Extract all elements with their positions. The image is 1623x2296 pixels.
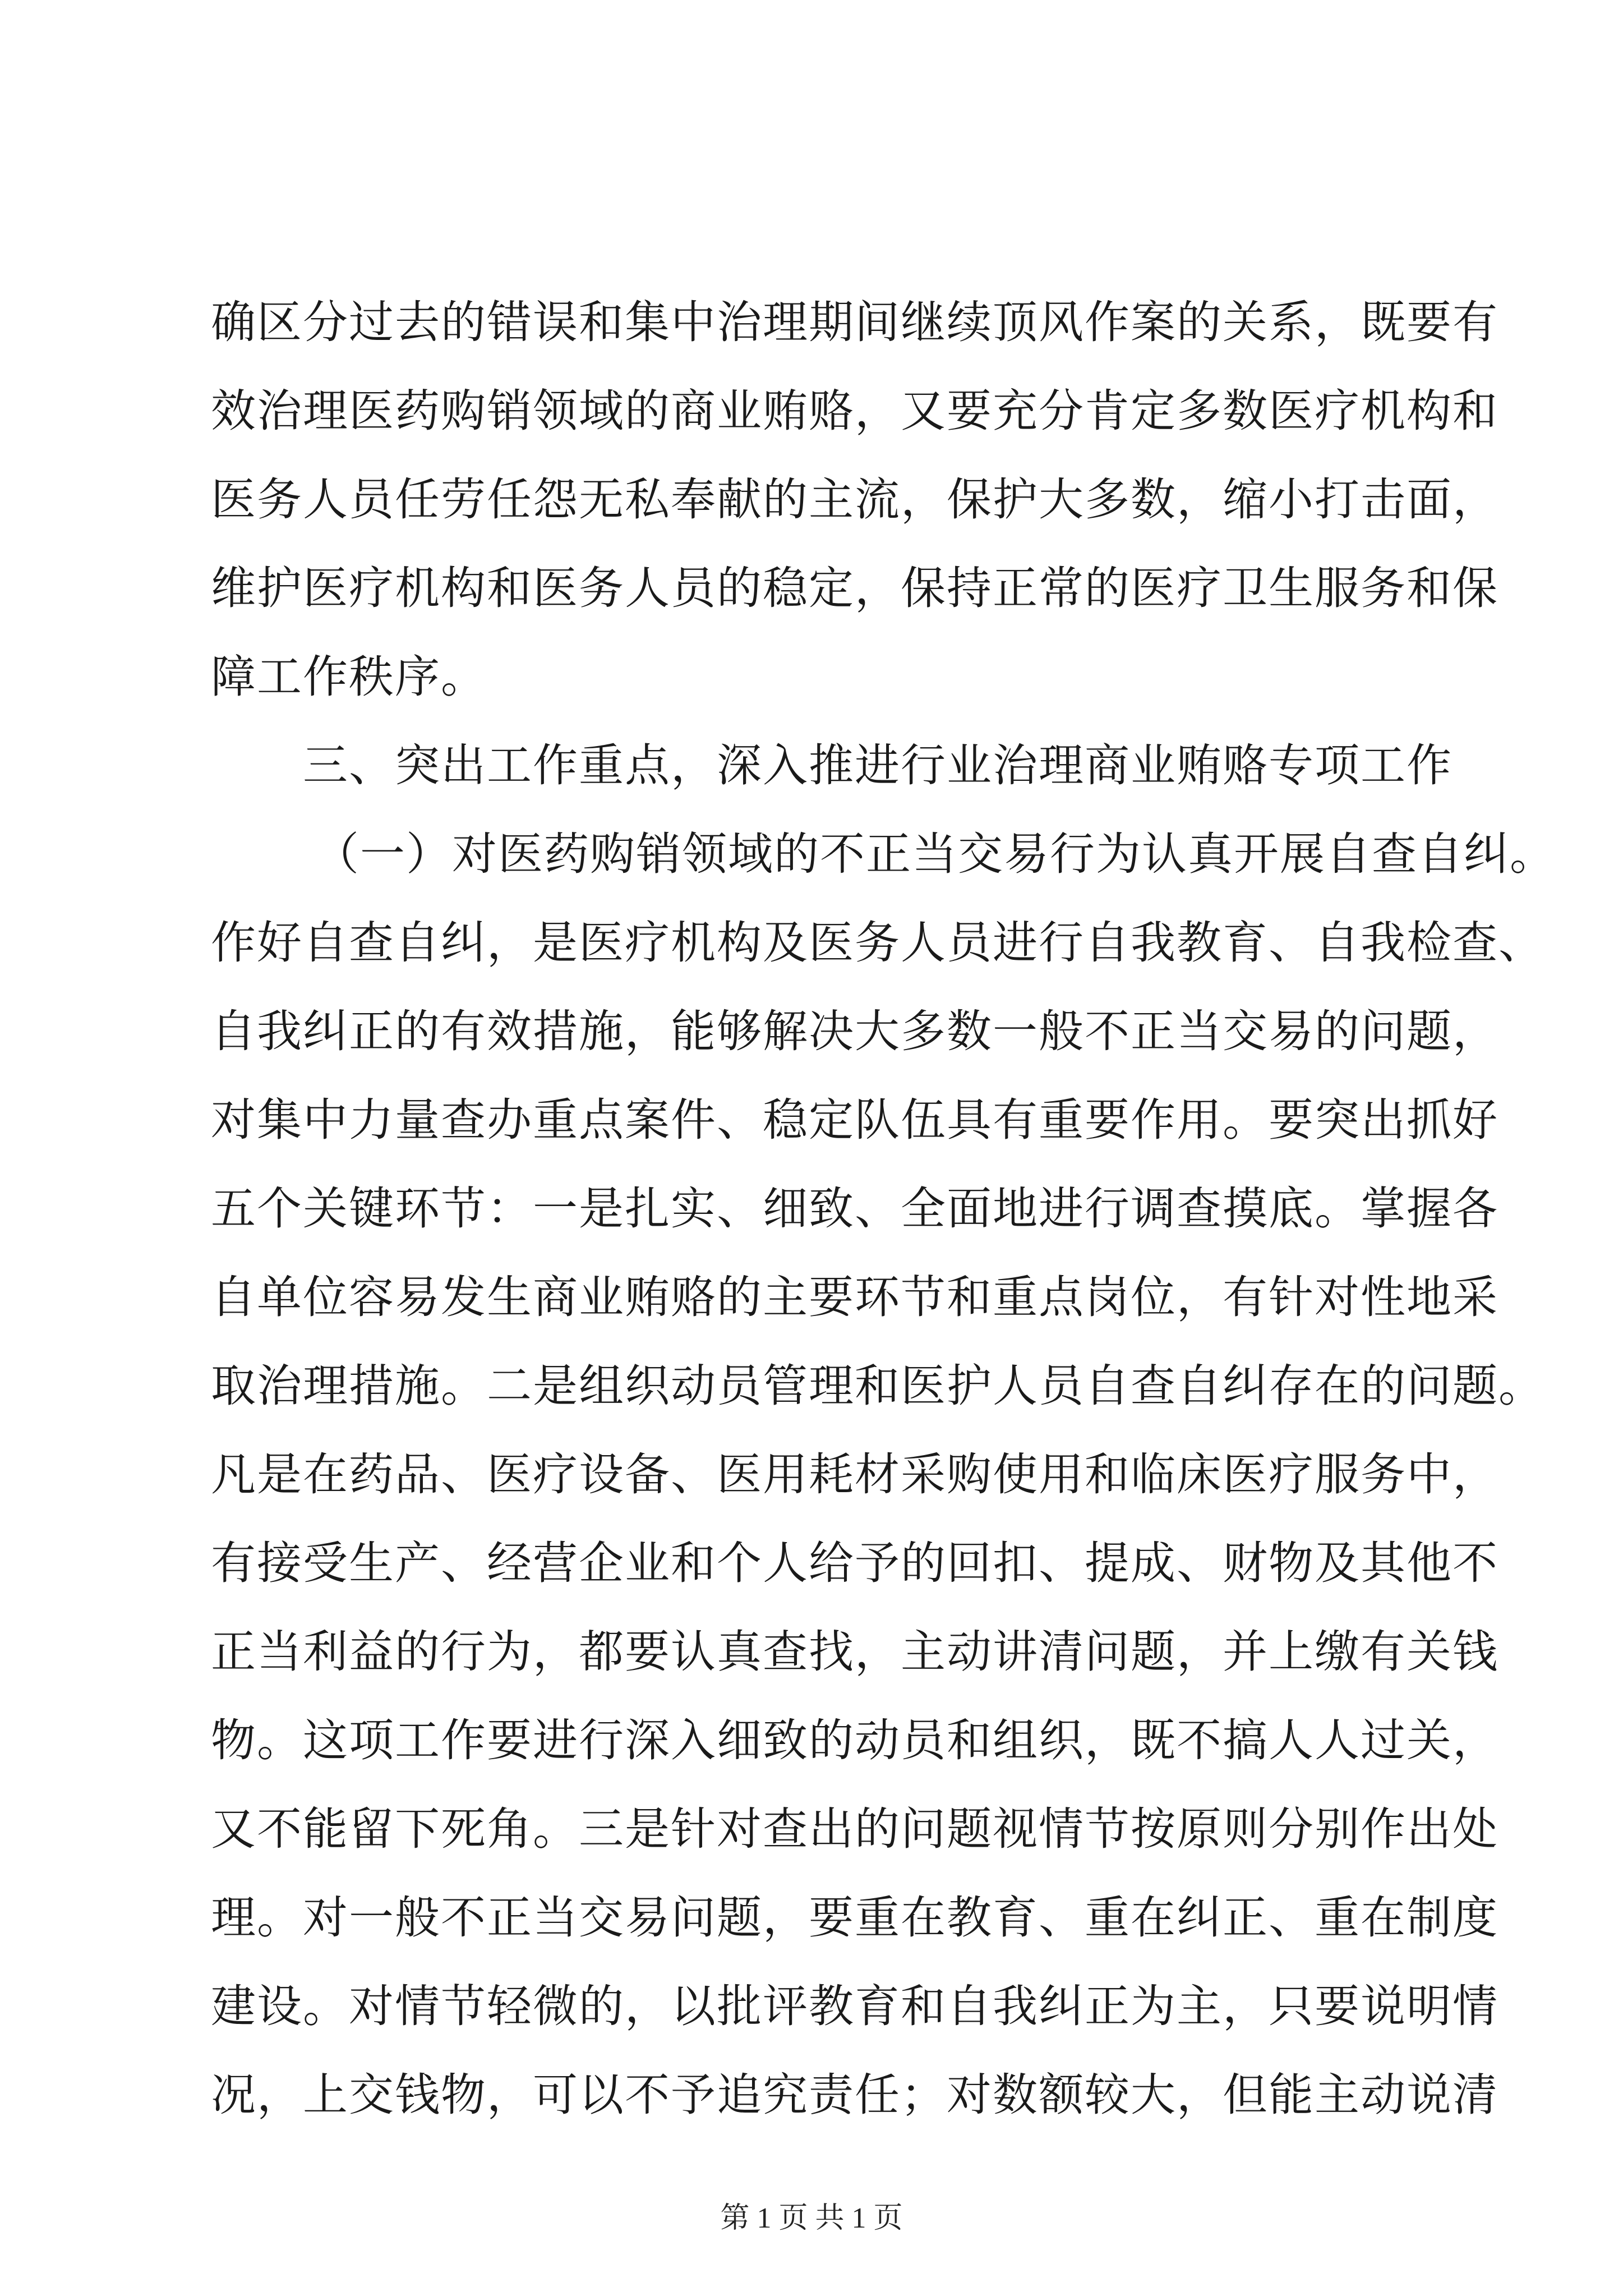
body-text-line: 医务人员任劳任怨无私奉献的主流，保护大多数，缩小打击面， [211, 473, 1498, 526]
body-text-line: 五个关键环节：一是扎实、细致、全面地进行调查摸底。掌握各 [211, 1182, 1498, 1235]
body-text-line: 维护医疗机构和医务人员的稳定，保持正常的医疗卫生服务和保 [211, 562, 1498, 614]
body-text-line: 自单位容易发生商业贿赂的主要环节和重点岗位，有针对性地采 [211, 1271, 1498, 1323]
body-text-line: 自我纠正的有效措施，能够解决大多数一般不正当交易的问题， [211, 1005, 1498, 1057]
body-text-line: 物。这项工作要进行深入细致的动员和组织，既不搞人人过关， [211, 1714, 1498, 1766]
body-text-line: 障工作秩序。 [211, 651, 487, 703]
subsection-heading: （一）对医药购销领域的不正当交易行为认真开展自查自纠。 [314, 828, 1556, 880]
body-text-line: 效治理医药购销领域的商业贿赂，又要充分肯定多数医疗机构和 [211, 385, 1498, 437]
body-text-line: 又不能留下死角。三是针对查出的问题视情节按原则分别作出处 [211, 1803, 1498, 1855]
page-footer: 第 1 页 共 1 页 [720, 2202, 903, 2234]
body-text-line: 有接受生产、经营企业和个人给予的回扣、提成、财物及其他不 [211, 1537, 1498, 1589]
body-text-line: 正当利益的行为，都要认真查找，主动讲清问题，并上缴有关钱 [211, 1626, 1498, 1678]
body-text-line: 确区分过去的错误和集中治理期间继续顶风作案的关系，既要有 [211, 296, 1498, 348]
body-text-line: 作好自查自纠，是医疗机构及医务人员进行自我教育、自我检查、 [211, 917, 1544, 969]
body-text-line: 取治理措施。二是组织动员管理和医护人员自查自纠存在的问题。 [211, 1360, 1544, 1412]
body-text-line: 况，上交钱物，可以不予追究责任；对数额较大，但能主动说清 [211, 2069, 1498, 2121]
section-heading: 三、突出工作重点，深入推进行业治理商业贿赂专项工作 [303, 739, 1453, 792]
body-text-line: 凡是在药品、医疗设备、医用耗材采购使用和临床医疗服务中， [211, 1448, 1498, 1501]
body-text-line: 对集中力量查办重点案件、稳定队伍具有重要作用。要突出抓好 [211, 1094, 1498, 1146]
body-text-line: 建设。对情节轻微的，以批评教育和自我纠正为主，只要说明情 [211, 1980, 1498, 2032]
body-text-line: 理。对一般不正当交易问题，要重在教育、重在纠正、重在制度 [211, 1892, 1498, 1944]
